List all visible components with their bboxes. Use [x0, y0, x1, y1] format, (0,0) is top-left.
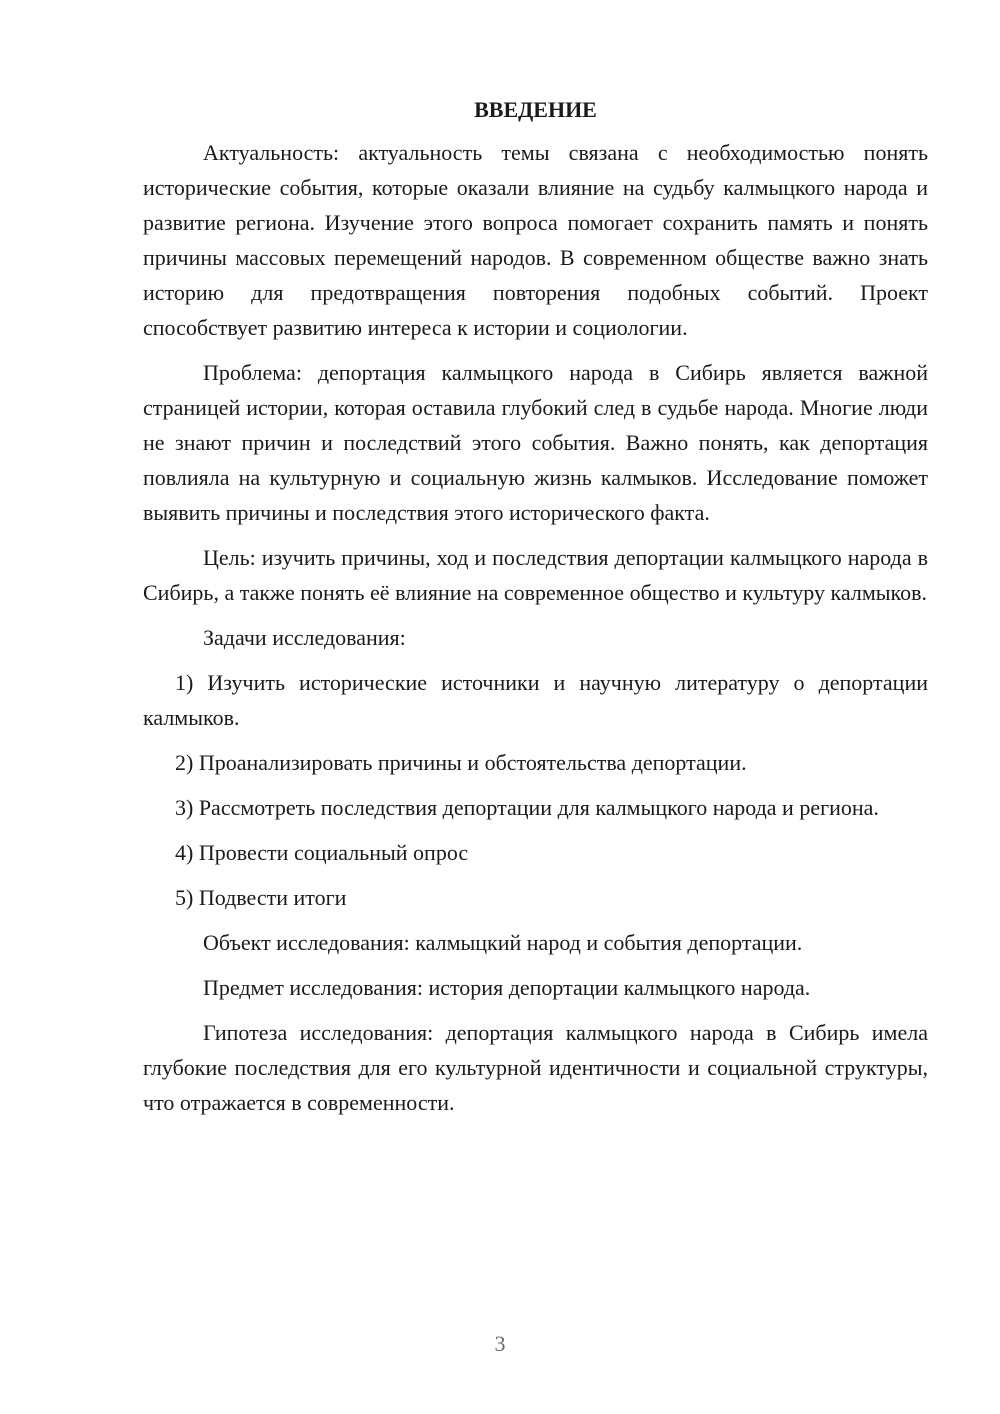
paragraph-subject: Предмет исследования: история депортации калмыцкого народа.: [203, 975, 811, 1000]
task-item-5: 5) Подвести итоги: [175, 885, 347, 910]
section-title: ВВЕДЕНИЕ: [474, 97, 597, 122]
paragraph-relevance: Актуальность: актуальность темы связана с необходимостью понять исторические события, которые оказали влияние на судьбу калмыцкого народа и развитие региона. Изучение этого вопроса помогает сохранить память и понять причины массовых перемещений народов. В современном обществе важно знать историю для предотвращения повторения подобных событий. Проект способствует развитию интереса к истории и социологии.: [143, 140, 928, 340]
paragraph-problem: Проблема: депортация калмыцкого народа в Сибирь является важной страницей истории, которая оставила глубокий след в судьбе народа. Многие люди не знают причин и последствий этого события. Важно понять, как депортация повлияла на культурную и социальную жизнь калмыков. Исследование поможет выявить причины и последствия этого исторического факта.: [143, 360, 928, 525]
page-number: 3: [494, 1331, 506, 1356]
task-item-4: 4) Провести социальный опрос: [175, 840, 469, 865]
paragraph-object: Объект исследования: калмыцкий народ и события депортации.: [203, 930, 803, 955]
task-item-2: 2) Проанализировать причины и обстоятельства депортации.: [175, 750, 747, 775]
paragraph-hypothesis: Гипотеза исследования: депортация калмыцкого народа в Сибирь имела глубокие последствия для его культурной идентичности и социальной структуры, что отражается в современности.: [143, 1020, 928, 1115]
tasks-heading: Задачи исследования:: [203, 625, 406, 650]
task-item-1: 1) Изучить исторические источники и научную литературу о депортации калмыков.: [143, 670, 928, 730]
document-page: [143, 92, 928, 1130]
paragraph-goal: Цель: изучить причины, ход и последствия депортации калмыцкого народа в Сибирь, а также понять её влияние на современное общество и культуру калмыков.: [143, 545, 928, 605]
task-item-3: 3) Рассмотреть последствия депортации для калмыцкого народа и региона.: [175, 795, 879, 820]
